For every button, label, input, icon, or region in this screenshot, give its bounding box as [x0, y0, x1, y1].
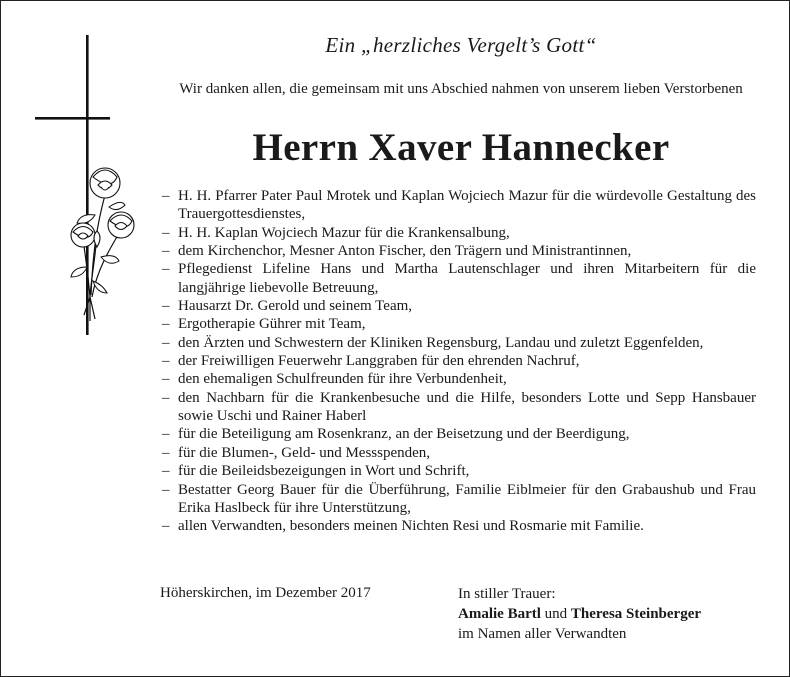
- headline: Ein „herzliches Vergelt’s Gott“: [325, 33, 597, 57]
- list-item: – allen Verwandten, besonders meinen Nichten Resi und Rosmarie mit Familie.: [162, 518, 644, 535]
- list-item: – Bestatter Georg Bauer für die Überführung, Familie Eiblmeier für den Grabaushub und Frau Erika Haslbeck für ihre Unterstützung,: [162, 481, 756, 516]
- mourners-line: [458, 604, 768, 624]
- place-date: Höherskirchen, im Dezember 2017: [160, 585, 371, 601]
- mourning-line: In stiller Trauer:: [458, 586, 556, 602]
- signature-block: [458, 584, 768, 644]
- conjunction: und: [544, 606, 568, 622]
- intro-text: Wir danken allen, die gemeinsam mit uns Abschied nahmen von unserem lieben Verstorbenen: [179, 81, 743, 97]
- thanks-list: [160, 187, 756, 536]
- list-item: – der Freiwilligen Feuerwehr Langgraben für den ehrenden Nachruf,: [162, 353, 580, 370]
- family-line: im Namen aller Verwandten: [458, 626, 627, 642]
- list-item: – H. H. Kaplan Wojciech Mazur für die Krankensalbung,: [162, 224, 510, 241]
- list-item: – für die Beteiligung am Rosenkranz, an der Beisetzung und der Beerdigung,: [162, 426, 630, 443]
- list-item: – Pflegedienst Lifeline Hans und Martha Lautenschlager und ihren Mitarbeitern für die langjährige liebevolle Betreuung,: [162, 261, 756, 296]
- list-item: – den Nachbarn für die Krankenbesuche und die Hilfe, besonders Lotte und Sepp Hansbauer sowie Uschi und Rainer Haberl: [162, 389, 756, 425]
- list-item: – den Ärzten und Schwestern der Kliniken Regensburg, Landau und zuletzt Eggenfelden,: [162, 334, 704, 351]
- list-item: – H. H. Pfarrer Pater Paul Mrotek und Kaplan Wojciech Mazur für die würdevolle Gestaltung des Trauergottesdienstes,: [162, 188, 756, 223]
- list-item: – für die Beileidsbezeigungen in Wort und Schrift,: [162, 463, 470, 480]
- list-item: – für die Blumen-, Geld- und Messspenden,: [162, 444, 431, 461]
- deceased-name: Herrn Xaver Hannecker: [252, 126, 670, 169]
- list-item: – den ehemaligen Schulfreunden für ihre Verbundenheit,: [162, 371, 507, 388]
- mourner-name: Amalie Bartl: [458, 606, 541, 622]
- cross-with-roses-icon: [35, 35, 145, 335]
- list-item: – dem Kirchenchor, Mesner Anton Fischer, den Trägern und Ministrantinnen,: [162, 243, 632, 260]
- list-item: – Ergotherapie Gührer mit Team,: [162, 316, 366, 333]
- mourner-name: Theresa Steinberger: [570, 606, 702, 622]
- list-item: – Hausarzt Dr. Gerold und seinem Team,: [162, 298, 413, 315]
